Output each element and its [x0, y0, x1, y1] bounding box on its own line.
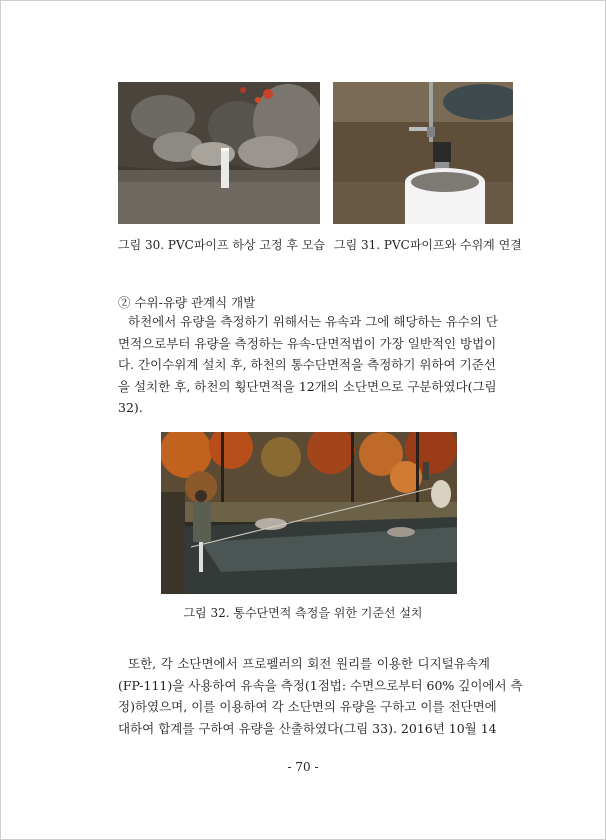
paragraph-1-line: 하천에서 유량을 측정하기 위해서는 유속과 그에 해당하는 유수의 단 [128, 314, 498, 329]
figure-30-caption: 그림 30. PVC파이프 하상 고정 후 모습 [118, 238, 325, 252]
paragraph-1-line: 을 설치한 후, 하천의 횡단면적을 12개의 소단면으로 구분하였다(그림 [118, 378, 497, 394]
photo-pvc-pipe-streambed [118, 82, 320, 224]
paragraph-1-line: 면적으로부터 유량을 측정하는 유속-단면적법이 가장 일반적인 방법이 [118, 335, 497, 351]
photo-baseline-installation [161, 432, 457, 594]
page-number: - 70 - [287, 760, 319, 774]
paragraph-1 [118, 311, 498, 419]
paragraph-1-line: 다. 간이수위계 설치 후, 하천의 통수단면적을 측정하기 위하여 기준선 [118, 357, 496, 372]
figure-31-caption: 그림 31. PVC파이프와 수위계 연결 [334, 238, 522, 252]
paragraph-2 [118, 653, 523, 739]
paragraph-2-line: (FP-111)을 사용하여 유속을 측정(1점법: 수면으로부터 60% 깊이에서 측 [118, 677, 523, 693]
paragraph-2-line: 대하여 합계를 구하여 유량을 산출하였다(그림 33). 2016년 10월 14 [118, 720, 497, 736]
paragraph-1-line: 32). [118, 400, 143, 415]
photo-pvc-pipe-water-gauge [333, 82, 513, 224]
paragraph-2-line: 정)하였으며, 이를 이용하여 각 소단면의 유량을 구하고 이를 전단면에 [118, 699, 497, 714]
figure-32-caption: 그림 32. 통수단면적 측정을 위한 기준선 설치 [183, 606, 423, 620]
section-heading: ② 수위-유량 관계식 개발 [118, 295, 256, 310]
paragraph-2-line: 또한, 각 소단면에서 프로펠러의 회전 원리를 이용한 디지털유속계 [128, 656, 490, 671]
